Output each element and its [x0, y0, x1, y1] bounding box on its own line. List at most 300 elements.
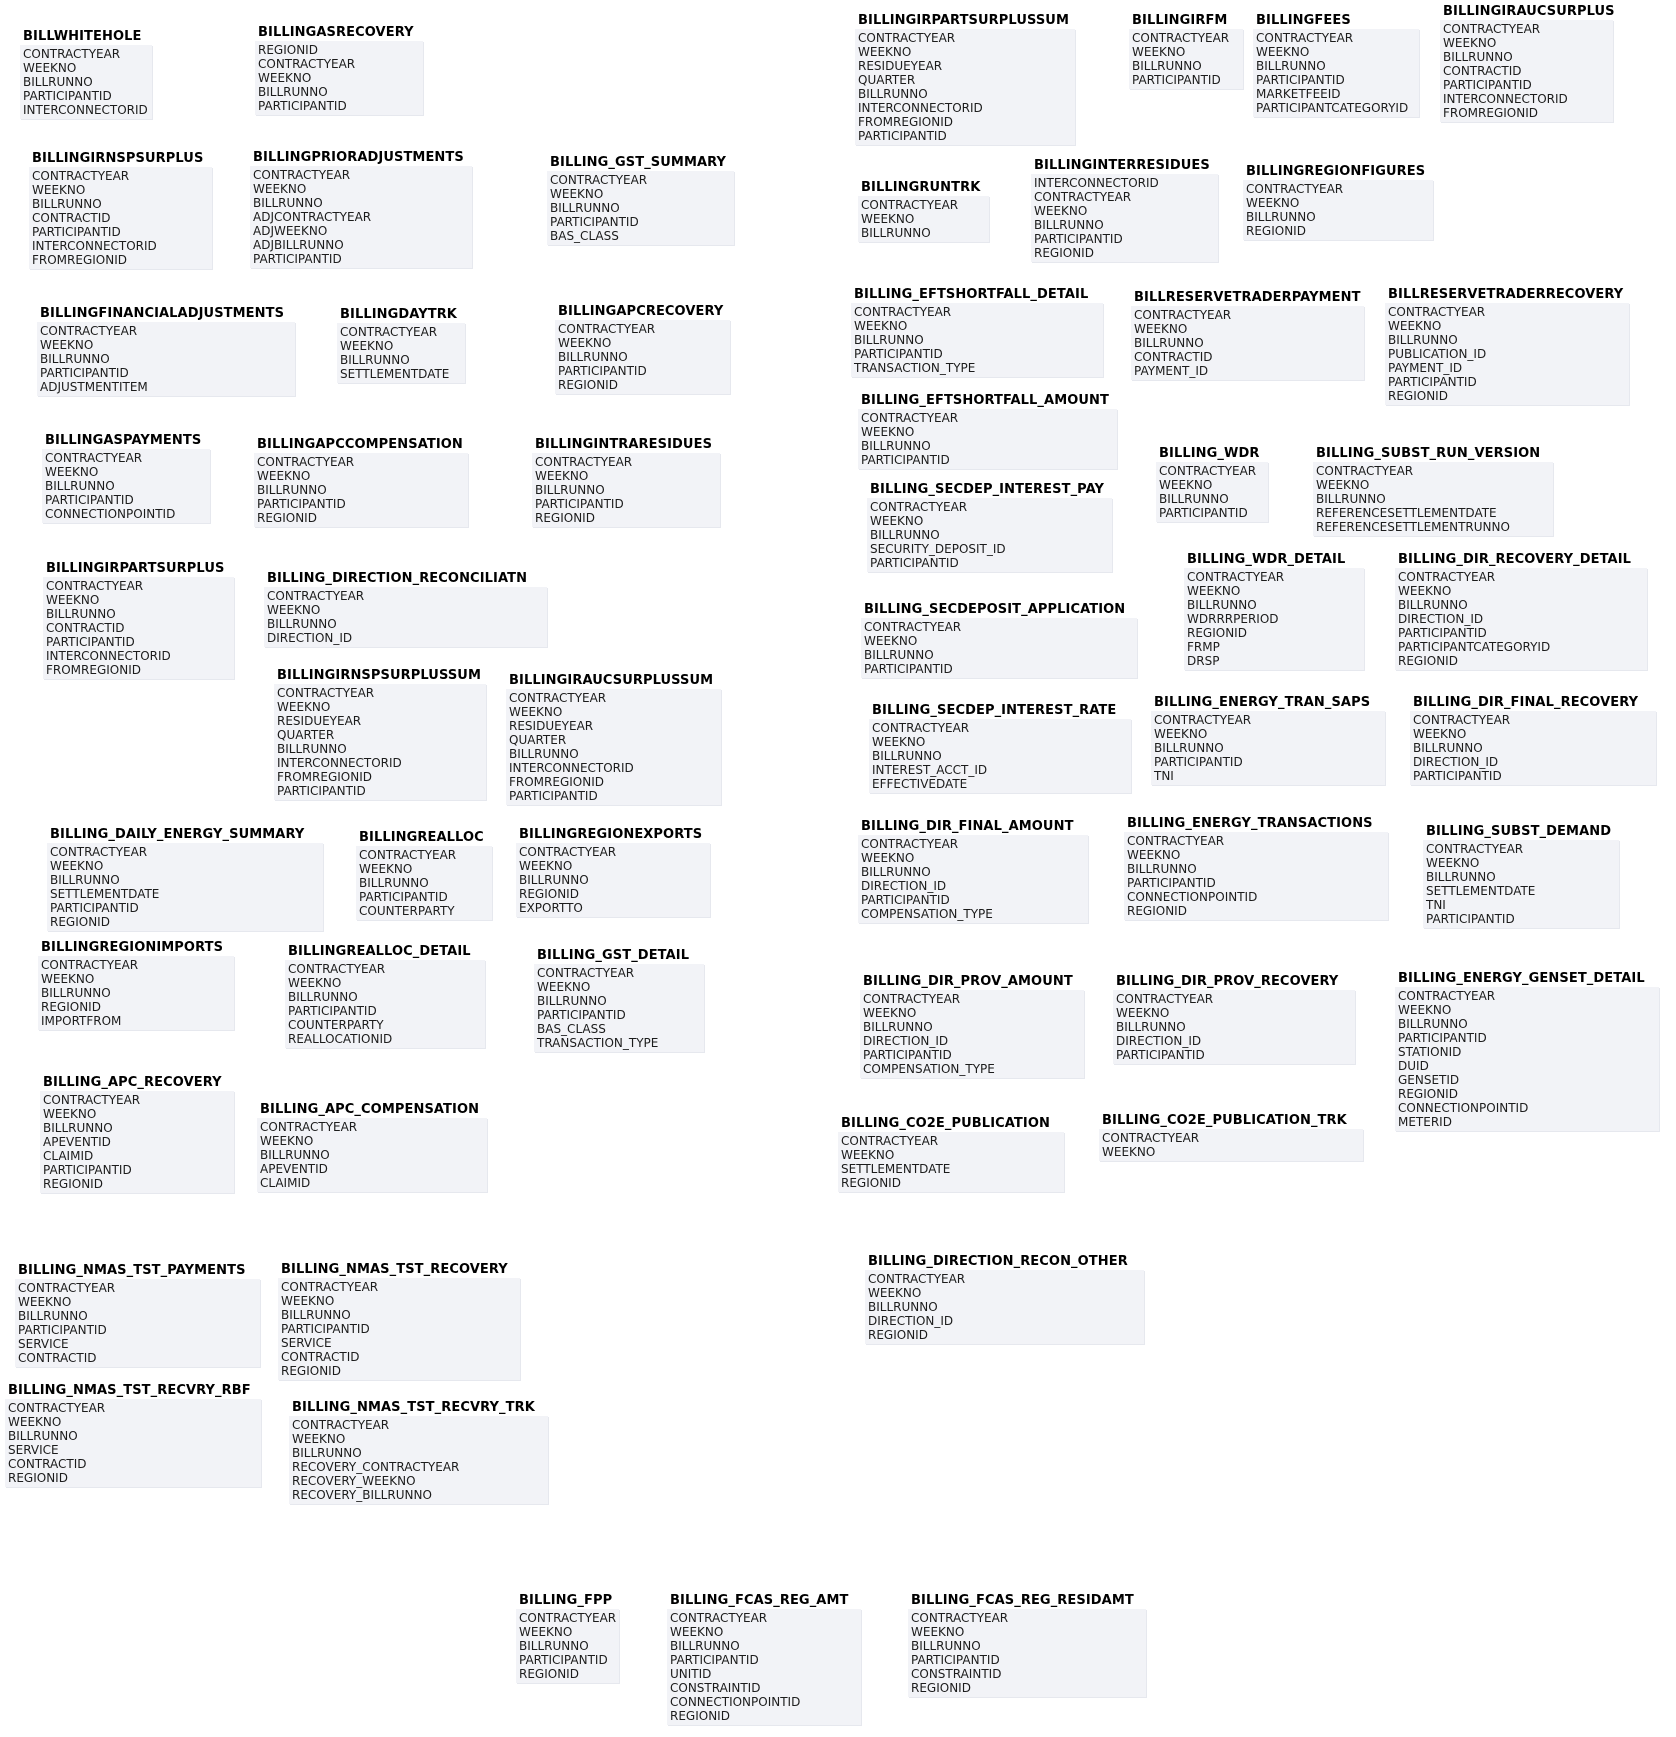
- column-participantid: PARTICIPANTID: [858, 129, 947, 143]
- column-weekno: WEEKNO: [1127, 848, 1181, 862]
- column-list: [255, 41, 423, 115]
- column-list: [858, 409, 1117, 469]
- column-list: [555, 320, 730, 394]
- table-billing-nmas-tst-payments[interactable]: [15, 1262, 260, 1367]
- column-regionid: REGIONID: [841, 1176, 901, 1190]
- column-participantid: PARTICIPANTID: [258, 99, 347, 113]
- table-billing-gst-detail[interactable]: [534, 947, 704, 1052]
- column-contractyear: CONTRACTYEAR: [292, 1418, 390, 1432]
- table-billing-nmas-tst-recvry-trk[interactable]: [289, 1399, 548, 1504]
- column-list: [1129, 29, 1243, 89]
- column-list: [1395, 568, 1647, 670]
- table-billingasrecovery[interactable]: [255, 24, 423, 115]
- column-list: [264, 587, 547, 647]
- table-billing-co2e-publication[interactable]: [838, 1115, 1064, 1192]
- table-title: BILLINGINTRARESIDUES: [535, 437, 713, 452]
- column-weekno: WEEKNO: [519, 859, 573, 873]
- table-billingregionfigures[interactable]: [1243, 163, 1433, 240]
- column-participantid: PARTICIPANTID: [1127, 876, 1216, 890]
- column-contractyear: CONTRACTYEAR: [1398, 989, 1496, 1003]
- table-billingfinancialadjustments[interactable]: [37, 305, 295, 396]
- table-billing-co2e-publication-trk[interactable]: [1099, 1112, 1363, 1161]
- column-weekno: WEEKNO: [292, 1432, 346, 1446]
- table-billing-apc-compensation[interactable]: [257, 1101, 487, 1192]
- column-residueyear: RESIDUEYEAR: [858, 59, 943, 73]
- table-billing-nmas-tst-recovery[interactable]: [278, 1261, 520, 1380]
- column-contractyear: CONTRACTYEAR: [1443, 22, 1541, 36]
- column-referencesettlementdate: REFERENCESETTLEMENTDATE: [1316, 506, 1497, 520]
- column-weekno: WEEKNO: [40, 338, 94, 352]
- column-billrunno: BILLRUNNO: [537, 994, 607, 1008]
- column-billrunno: BILLRUNNO: [1116, 1020, 1186, 1034]
- table-title: BILLING_DIR_PROV_AMOUNT: [863, 974, 1073, 989]
- column-list: [1395, 987, 1659, 1131]
- table-billwhitehole[interactable]: [20, 28, 152, 119]
- column-participantid: PARTICIPANTID: [558, 364, 647, 378]
- column-contractyear: CONTRACTYEAR: [509, 691, 607, 705]
- column-security-deposit-id: SECURITY_DEPOSIT_ID: [870, 542, 1006, 556]
- column-weekno: WEEKNO: [861, 851, 915, 865]
- column-tni: TNI: [1154, 769, 1174, 783]
- table-billing-fcas-reg-residamt[interactable]: [908, 1592, 1146, 1697]
- column-contractid: CONTRACTID: [281, 1350, 360, 1364]
- table-title: BILLINGREALLOC: [359, 830, 484, 845]
- column-billrunno: BILLRUNNO: [1127, 862, 1197, 876]
- column-publication-id: PUBLICATION_ID: [1388, 347, 1487, 361]
- column-participantid: PARTICIPANTID: [1413, 769, 1502, 783]
- column-participantid: PARTICIPANTID: [863, 1048, 952, 1062]
- table-billingprioradjustments[interactable]: [250, 149, 472, 268]
- column-participantid: PARTICIPANTID: [43, 1163, 132, 1177]
- column-list: [1410, 711, 1656, 785]
- column-contractyear: CONTRACTYEAR: [1159, 464, 1257, 478]
- column-list: [851, 303, 1103, 377]
- table-billing-fpp[interactable]: [516, 1592, 619, 1683]
- column-participantid: PARTICIPANTID: [288, 1004, 377, 1018]
- column-recovery-weekno: RECOVERY_WEEKNO: [292, 1474, 416, 1488]
- table-billing-secdeposit-application[interactable]: [861, 601, 1137, 678]
- column-list: [861, 618, 1137, 678]
- column-contractyear: CONTRACTYEAR: [870, 500, 968, 514]
- column-participantid: PARTICIPANTID: [1426, 912, 1515, 926]
- column-counterparty: COUNTERPARTY: [359, 904, 455, 918]
- table-billing-dir-recovery-detail[interactable]: [1395, 551, 1647, 670]
- table-title: BILLING_NMAS_TST_RECVRY_TRK: [292, 1400, 535, 1415]
- column-contractyear: CONTRACTYEAR: [861, 837, 959, 851]
- column-marketfeeid: MARKETFEEID: [1256, 87, 1341, 101]
- table-title: BILLING_WDR: [1159, 446, 1260, 461]
- column-contractyear: CONTRACTYEAR: [670, 1611, 768, 1625]
- column-billrunno: BILLRUNNO: [861, 865, 931, 879]
- table-billreservetraderrecovery[interactable]: [1385, 286, 1629, 405]
- table-title: BILLING_ENERGY_GENSET_DETAIL: [1398, 971, 1645, 986]
- column-regionid: REGIONID: [257, 511, 317, 525]
- column-weekno: WEEKNO: [509, 705, 563, 719]
- column-contractyear: CONTRACTYEAR: [519, 1611, 617, 1625]
- column-weekno: WEEKNO: [1256, 45, 1310, 59]
- table-billing-subst-run-version[interactable]: [1313, 445, 1553, 536]
- table-title: BILLINGAPCRECOVERY: [558, 304, 724, 319]
- table-title: BILLING_CO2E_PUBLICATION_TRK: [1102, 1113, 1347, 1128]
- column-list: [1440, 20, 1613, 122]
- column-contractyear: CONTRACTYEAR: [858, 31, 956, 45]
- column-recovery-contractyear: RECOVERY_CONTRACTYEAR: [292, 1460, 460, 1474]
- column-weekno: WEEKNO: [32, 183, 86, 197]
- table-billreservetraderpayment[interactable]: [1131, 289, 1364, 380]
- column-list: [908, 1609, 1146, 1697]
- column-direction-id: DIRECTION_ID: [861, 879, 947, 893]
- table-billingfees[interactable]: [1253, 12, 1419, 117]
- column-weekno: WEEKNO: [854, 319, 908, 333]
- column-list: [1124, 832, 1388, 920]
- table-title: BILLING_DIR_RECOVERY_DETAIL: [1398, 552, 1632, 567]
- column-weekno: WEEKNO: [861, 425, 915, 439]
- column-contractyear: CONTRACTYEAR: [872, 721, 970, 735]
- column-interest-acct-id: INTEREST_ACCT_ID: [872, 763, 988, 777]
- table-billingiraucsurplussum[interactable]: [506, 672, 721, 805]
- column-exportto: EXPORTTO: [519, 901, 583, 915]
- column-participantid: PARTICIPANTID: [1398, 1031, 1487, 1045]
- column-billrunno: BILLRUNNO: [1159, 492, 1229, 506]
- column-list: [869, 719, 1131, 793]
- table-title: BILLING_FCAS_REG_AMT: [670, 1593, 849, 1608]
- table-billingirnspsurplussum[interactable]: [274, 667, 486, 800]
- table-title: BILLING_NMAS_TST_RECVRY_RBF: [8, 1383, 251, 1398]
- column-regionid: REGIONID: [1127, 904, 1187, 918]
- column-contractyear: CONTRACTYEAR: [841, 1134, 939, 1148]
- table-billingirpartsurplussum[interactable]: [855, 12, 1075, 145]
- column-list: [47, 843, 323, 931]
- column-regionid: REGIONID: [519, 1667, 579, 1681]
- table-title: BILLINGREGIONIMPORTS: [41, 940, 224, 955]
- column-fromregionid: FROMREGIONID: [46, 663, 141, 677]
- table-billing-fcas-reg-amt[interactable]: [667, 1592, 861, 1725]
- column-fromregionid: FROMREGIONID: [858, 115, 953, 129]
- column-billrunno: BILLRUNNO: [359, 876, 429, 890]
- column-interconnectorid: INTERCONNECTORID: [277, 756, 402, 770]
- column-weekno: WEEKNO: [1154, 727, 1208, 741]
- table-billingintraresidues[interactable]: [532, 436, 720, 527]
- column-contractyear: CONTRACTYEAR: [41, 958, 139, 972]
- column-participantcategoryid: PARTICIPANTCATEGORYID: [1398, 640, 1551, 654]
- column-contractyear: CONTRACTYEAR: [1116, 992, 1214, 1006]
- table-title: BILLING_APC_RECOVERY: [43, 1075, 222, 1090]
- column-apeventid: APEVENTID: [43, 1135, 111, 1149]
- column-billrunno: BILLRUNNO: [277, 742, 347, 756]
- column-regionid: REGIONID: [1246, 224, 1306, 238]
- table-billing-wdr-detail[interactable]: [1184, 551, 1364, 670]
- column-fromregionid: FROMREGIONID: [32, 253, 127, 267]
- column-participantid: PARTICIPANTID: [18, 1323, 107, 1337]
- column-weekno: WEEKNO: [281, 1294, 335, 1308]
- table-title: BILLRESERVETRADERRECOVERY: [1388, 287, 1624, 302]
- column-billrunno: BILLRUNNO: [50, 873, 120, 887]
- column-direction-id: DIRECTION_ID: [267, 631, 353, 645]
- table-title: BILLINGIRNSPSURPLUSSUM: [277, 668, 481, 683]
- column-stationid: STATIONID: [1398, 1045, 1462, 1059]
- column-participantid: PARTICIPANTID: [854, 347, 943, 361]
- column-participantcategoryid: PARTICIPANTCATEGORYID: [1256, 101, 1409, 115]
- column-billrunno: BILLRUNNO: [1154, 741, 1224, 755]
- column-quarter: QUARTER: [509, 733, 567, 747]
- column-list: [1156, 462, 1268, 522]
- column-list: [547, 171, 734, 245]
- column-list: [15, 1279, 260, 1367]
- column-participantid: PARTICIPANTID: [1443, 78, 1532, 92]
- column-regionid: REGIONID: [868, 1328, 928, 1342]
- column-billrunno: BILLRUNNO: [519, 873, 589, 887]
- table-title: BILLING_GST_DETAIL: [537, 948, 690, 963]
- column-list: [860, 990, 1084, 1078]
- table-title: BILLINGFEES: [1256, 13, 1351, 28]
- column-billrunno: BILLRUNNO: [41, 986, 111, 1000]
- table-billing-gst-summary[interactable]: [547, 154, 734, 245]
- column-participantid: PARTICIPANTID: [23, 89, 112, 103]
- column-payment-id: PAYMENT_ID: [1134, 364, 1209, 378]
- column-weekno: WEEKNO: [1134, 322, 1188, 336]
- column-contractyear: CONTRACTYEAR: [1187, 570, 1285, 584]
- table-billinginterresidues[interactable]: [1031, 157, 1218, 262]
- table-billing-energy-tran-saps[interactable]: [1151, 694, 1385, 785]
- column-contractyear: CONTRACTYEAR: [18, 1281, 116, 1295]
- column-contractyear: CONTRACTYEAR: [550, 173, 648, 187]
- table-billing-dir-prov-recovery[interactable]: [1113, 973, 1355, 1064]
- table-billing-direction-recon-other[interactable]: [865, 1253, 1144, 1344]
- table-title: BILLINGREALLOC_DETAIL: [288, 944, 471, 959]
- column-list: [865, 1270, 1144, 1344]
- column-direction-id: DIRECTION_ID: [868, 1314, 954, 1328]
- column-list: [1423, 840, 1619, 928]
- column-contractid: CONTRACTID: [1134, 350, 1213, 364]
- table-billingirpartsurplus[interactable]: [43, 560, 234, 679]
- column-adjweekno: ADJWEEKNO: [253, 224, 328, 238]
- column-regionid: REGIONID: [41, 1000, 101, 1014]
- column-weekno: WEEKNO: [46, 593, 100, 607]
- column-participantid: PARTICIPANTID: [1116, 1048, 1205, 1062]
- column-list: [516, 1609, 619, 1683]
- column-apeventid: APEVENTID: [260, 1162, 328, 1176]
- table-billing-subst-demand[interactable]: [1423, 823, 1619, 928]
- column-drsp: DRSP: [1187, 654, 1220, 668]
- table-title: BILLINGIRPARTSURPLUS: [46, 561, 225, 576]
- table-billing-dir-final-amount[interactable]: [858, 818, 1088, 923]
- column-contractyear: CONTRACTYEAR: [537, 966, 635, 980]
- column-contractyear: CONTRACTYEAR: [267, 589, 365, 603]
- column-list: [506, 689, 721, 805]
- column-participantid: PARTICIPANTID: [1388, 375, 1477, 389]
- column-weekno: WEEKNO: [872, 735, 926, 749]
- column-list: [838, 1132, 1064, 1192]
- column-weekno: WEEKNO: [1388, 319, 1442, 333]
- table-billing-dir-final-recovery[interactable]: [1410, 694, 1656, 785]
- column-billrunno: BILLRUNNO: [43, 1121, 113, 1135]
- column-billrunno: BILLRUNNO: [868, 1300, 938, 1314]
- column-billrunno: BILLRUNNO: [258, 85, 328, 99]
- column-participantid: PARTICIPANTID: [257, 497, 346, 511]
- column-regionid: REGIONID: [258, 43, 318, 57]
- table-billing-eftshortfall-amount[interactable]: [858, 392, 1117, 469]
- column-connectionpointid: CONNECTIONPOINTID: [1398, 1101, 1529, 1115]
- column-regionid: REGIONID: [519, 887, 579, 901]
- table-billing-wdr[interactable]: [1156, 445, 1268, 522]
- column-contractyear: CONTRACTYEAR: [359, 848, 457, 862]
- column-payment-id: PAYMENT_ID: [1388, 361, 1463, 375]
- column-compensation-type: COMPENSATION_TYPE: [863, 1062, 995, 1076]
- table-title: BILLING_NMAS_TST_RECOVERY: [281, 1262, 508, 1277]
- column-billrunno: BILLRUNNO: [260, 1148, 330, 1162]
- column-participantid: PARTICIPANTID: [670, 1653, 759, 1667]
- table-title: BILLING_APC_COMPENSATION: [260, 1102, 480, 1117]
- column-list: [37, 322, 295, 396]
- column-list: [257, 1118, 487, 1192]
- column-participantid: PARTICIPANTID: [911, 1653, 1000, 1667]
- column-weekno: WEEKNO: [1398, 1003, 1452, 1017]
- column-billrunno: BILLRUNNO: [257, 483, 327, 497]
- column-weekno: WEEKNO: [288, 976, 342, 990]
- column-weekno: WEEKNO: [277, 700, 331, 714]
- table-title: BILLRESERVETRADERPAYMENT: [1134, 290, 1361, 305]
- column-list: [38, 956, 234, 1030]
- table-billing-energy-transactions[interactable]: [1124, 815, 1388, 920]
- column-contractyear: CONTRACTYEAR: [1398, 570, 1496, 584]
- table-title: BILLINGIRAUCSURPLUSSUM: [509, 673, 714, 688]
- table-billingapccompensation[interactable]: [254, 436, 468, 527]
- column-interconnectorid: INTERCONNECTORID: [1034, 176, 1159, 190]
- table-billing-energy-genset-detail[interactable]: [1395, 970, 1659, 1131]
- table-title: BILLING_SUBST_DEMAND: [1426, 824, 1612, 839]
- column-participantid: PARTICIPANTID: [46, 635, 135, 649]
- table-billing-eftshortfall-detail[interactable]: [851, 286, 1103, 377]
- column-weekno: WEEKNO: [1102, 1145, 1156, 1159]
- column-contractyear: CONTRACTYEAR: [45, 451, 143, 465]
- table-billingaspayments[interactable]: [42, 432, 210, 523]
- table-billing-apc-recovery[interactable]: [40, 1074, 234, 1193]
- column-billrunno: BILLRUNNO: [535, 483, 605, 497]
- table-billing-daily-energy-summary[interactable]: [47, 826, 323, 931]
- column-billrunno: BILLRUNNO: [864, 648, 934, 662]
- column-contractyear: CONTRACTYEAR: [1413, 713, 1511, 727]
- table-billingdaytrk[interactable]: [337, 306, 465, 383]
- column-billrunno: BILLRUNNO: [861, 226, 931, 240]
- table-billing-secdep-interest-pay[interactable]: [867, 481, 1112, 572]
- column-reallocationid: REALLOCATIONID: [288, 1032, 393, 1046]
- column-regionid: REGIONID: [43, 1177, 103, 1191]
- column-contractyear: CONTRACTYEAR: [854, 305, 952, 319]
- table-billingirnspsurplus[interactable]: [29, 150, 212, 269]
- table-title: BILLWHITEHOLE: [23, 29, 142, 44]
- column-direction-id: DIRECTION_ID: [863, 1034, 949, 1048]
- column-contractyear: CONTRACTYEAR: [911, 1611, 1009, 1625]
- column-connectionpointid: CONNECTIONPOINTID: [45, 507, 176, 521]
- column-referencesettlementrunno: REFERENCESETTLEMENTRUNNO: [1316, 520, 1510, 534]
- column-weekno: WEEKNO: [258, 71, 312, 85]
- column-participantid: PARTICIPANTID: [535, 497, 624, 511]
- column-fromregionid: FROMREGIONID: [1443, 106, 1538, 120]
- table-billingregionexports[interactable]: [516, 826, 710, 917]
- column-gensetid: GENSETID: [1398, 1073, 1460, 1087]
- table-billingrealloc-detail[interactable]: [285, 943, 485, 1048]
- table-title: BILLING_DAILY_ENERGY_SUMMARY: [50, 827, 305, 842]
- column-claimid: CLAIMID: [260, 1176, 311, 1190]
- column-billrunno: BILLRUNNO: [858, 87, 928, 101]
- column-participantid: PARTICIPANTID: [861, 893, 950, 907]
- table-title: BILLING_GST_SUMMARY: [550, 155, 727, 170]
- column-list: [532, 453, 720, 527]
- column-list: [1099, 1129, 1363, 1161]
- column-contractid: CONTRACTID: [18, 1351, 97, 1365]
- column-participantid: PARTICIPANTID: [359, 890, 448, 904]
- column-interconnectorid: INTERCONNECTORID: [858, 101, 983, 115]
- column-tni: TNI: [1426, 898, 1446, 912]
- table-billingruntrk[interactable]: [858, 179, 989, 242]
- column-billrunno: BILLRUNNO: [870, 528, 940, 542]
- column-weekno: WEEKNO: [257, 469, 311, 483]
- table-title: BILLINGASPAYMENTS: [45, 433, 202, 448]
- table-title: BILLING_SUBST_RUN_VERSION: [1316, 446, 1541, 461]
- column-contractyear: CONTRACTYEAR: [32, 169, 130, 183]
- column-billrunno: BILLRUNNO: [1443, 50, 1513, 64]
- column-weekno: WEEKNO: [670, 1625, 724, 1639]
- column-list: [867, 498, 1112, 572]
- table-billing-nmas-tst-recvry-rbf[interactable]: [5, 1382, 261, 1487]
- table-billingrealloc[interactable]: [356, 829, 492, 920]
- column-contractyear: CONTRACTYEAR: [40, 324, 138, 338]
- column-list: [20, 45, 152, 119]
- column-contractyear: CONTRACTYEAR: [535, 455, 633, 469]
- column-contractyear: CONTRACTYEAR: [1134, 308, 1232, 322]
- column-billrunno: BILLRUNNO: [1316, 492, 1386, 506]
- table-title: BILLING_EFTSHORTFALL_AMOUNT: [861, 393, 1109, 408]
- column-list: [43, 577, 234, 679]
- table-billing-secdep-interest-rate[interactable]: [869, 702, 1131, 793]
- column-weekno: WEEKNO: [1413, 727, 1467, 741]
- column-billrunno: BILLRUNNO: [1187, 598, 1257, 612]
- column-weekno: WEEKNO: [253, 182, 307, 196]
- column-billrunno: BILLRUNNO: [509, 747, 579, 761]
- column-contractyear: CONTRACTYEAR: [46, 579, 144, 593]
- column-regionid: REGIONID: [535, 511, 595, 525]
- column-billrunno: BILLRUNNO: [519, 1639, 589, 1653]
- table-billingregionimports[interactable]: [38, 939, 234, 1030]
- column-contractyear: CONTRACTYEAR: [260, 1120, 358, 1134]
- column-participantid: PARTICIPANTID: [1132, 73, 1221, 87]
- table-title: BILLING_NMAS_TST_PAYMENTS: [18, 1263, 246, 1278]
- column-contractyear: CONTRACTYEAR: [558, 322, 656, 336]
- table-billingapcrecovery[interactable]: [555, 303, 730, 394]
- table-billing-dir-prov-amount[interactable]: [860, 973, 1084, 1078]
- column-billrunno: BILLRUNNO: [253, 196, 323, 210]
- column-weekno: WEEKNO: [23, 61, 77, 75]
- column-contractyear: CONTRACTYEAR: [1102, 1131, 1200, 1145]
- column-settlementdate: SETTLEMENTDATE: [340, 367, 450, 381]
- column-list: [285, 960, 485, 1048]
- column-participantid: PARTICIPANTID: [253, 252, 342, 266]
- column-billrunno: BILLRUNNO: [46, 607, 116, 621]
- column-contractyear: CONTRACTYEAR: [288, 962, 386, 976]
- column-weekno: WEEKNO: [868, 1286, 922, 1300]
- column-billrunno: BILLRUNNO: [292, 1446, 362, 1460]
- table-billingiraucsurplus[interactable]: [1440, 3, 1615, 122]
- column-contractyear: CONTRACTYEAR: [1426, 842, 1524, 856]
- column-list: [858, 196, 989, 242]
- column-list: [356, 846, 492, 920]
- column-duid: DUID: [1398, 1059, 1429, 1073]
- column-billrunno: BILLRUNNO: [23, 75, 93, 89]
- table-billing-direction-reconciliatn[interactable]: [264, 570, 547, 647]
- column-billrunno: BILLRUNNO: [854, 333, 924, 347]
- column-billrunno: BILLRUNNO: [340, 353, 410, 367]
- table-billingirfm[interactable]: [1129, 12, 1243, 89]
